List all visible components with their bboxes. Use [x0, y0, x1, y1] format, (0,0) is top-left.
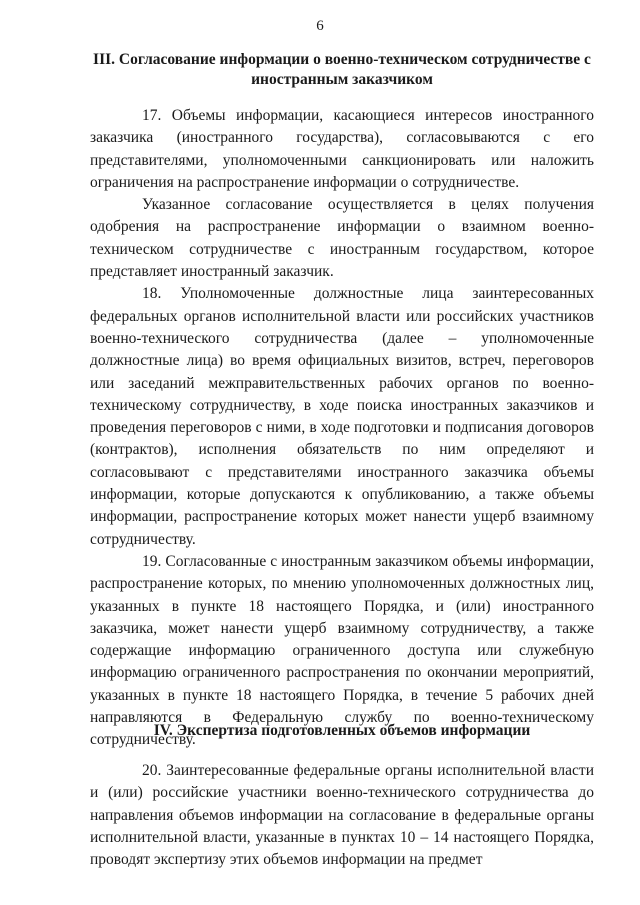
paragraph-18: 18. Уполномоченные должностные лица заинтересованных федеральных органов исполнительной власти или российских участников военно-технического сотрудничества (далее – уполномоченные должностные лица) во время официальных визитов, встреч, переговоров или заседаний межправительственных рабочих органов по военно-техническому сотрудничеству, в ходе поиска иностранных заказчиков и проведения переговоров с ними, в ходе подготовки и подписания договоров (контрактов), исполнения обязательств по ним определяют и согласовывают с представителями иностранного заказчика объемы информации, которые допускаются к опубликованию, а также объемы информации, распространение которых может нанести ущерб взаимному сотрудничеству.	[90, 285, 594, 548]
section-iv-body	[90, 760, 594, 871]
page-number: 6	[316, 18, 324, 34]
section-iii-body	[90, 105, 594, 752]
section-heading-iv: IV. Экспертиза подготовленных объемов информации	[153, 722, 531, 739]
paragraph-17-note: Указанное согласование осуществляется в целях получения одобрения на распространение информации о взаимном военно-техническом сотрудничестве с иностранным государством, которое представляет иностранный заказчик.	[90, 196, 594, 281]
paragraph-19: 19. Согласованные с иностранным заказчиком объемы информации, распространение которых, по мнению уполномоченных должностных лиц, указанных в пункте 18 настоящего Порядка, и (или) иностранного заказчика, может нанести ущерб взаимному сотрудничеству, а также содержащие информацию ограниченного доступа или служебную информацию ограниченного распространения по окончании мероприятий, указанных в пункте 18 настоящего Порядка, в течение 5 рабочих дней направляются в Федеральную службу по военно-техническому сотрудничеству.	[90, 552, 594, 749]
section-heading-iii: III. Согласование информации о военно-техническом сотрудничестве с иностранным заказчиком	[93, 51, 591, 88]
paragraph-17: 17. Объемы информации, касающиеся интересов иностранного заказчика (иностранного государства), согласовываются с его представителями, уполномоченными санкционировать или наложить ограничения на распространение информации о сотрудничестве.	[90, 107, 594, 191]
paragraph-20: 20. Заинтересованные федеральные органы исполнительной власти и (или) российские участники военно-технического сотрудничества до направления объемов информации на согласование в федеральные органы исполнительной власти, указанные в пунктах 10 – 14 настоящего Порядка, проводят экспертизу этих объемов информации на предмет	[90, 762, 594, 869]
